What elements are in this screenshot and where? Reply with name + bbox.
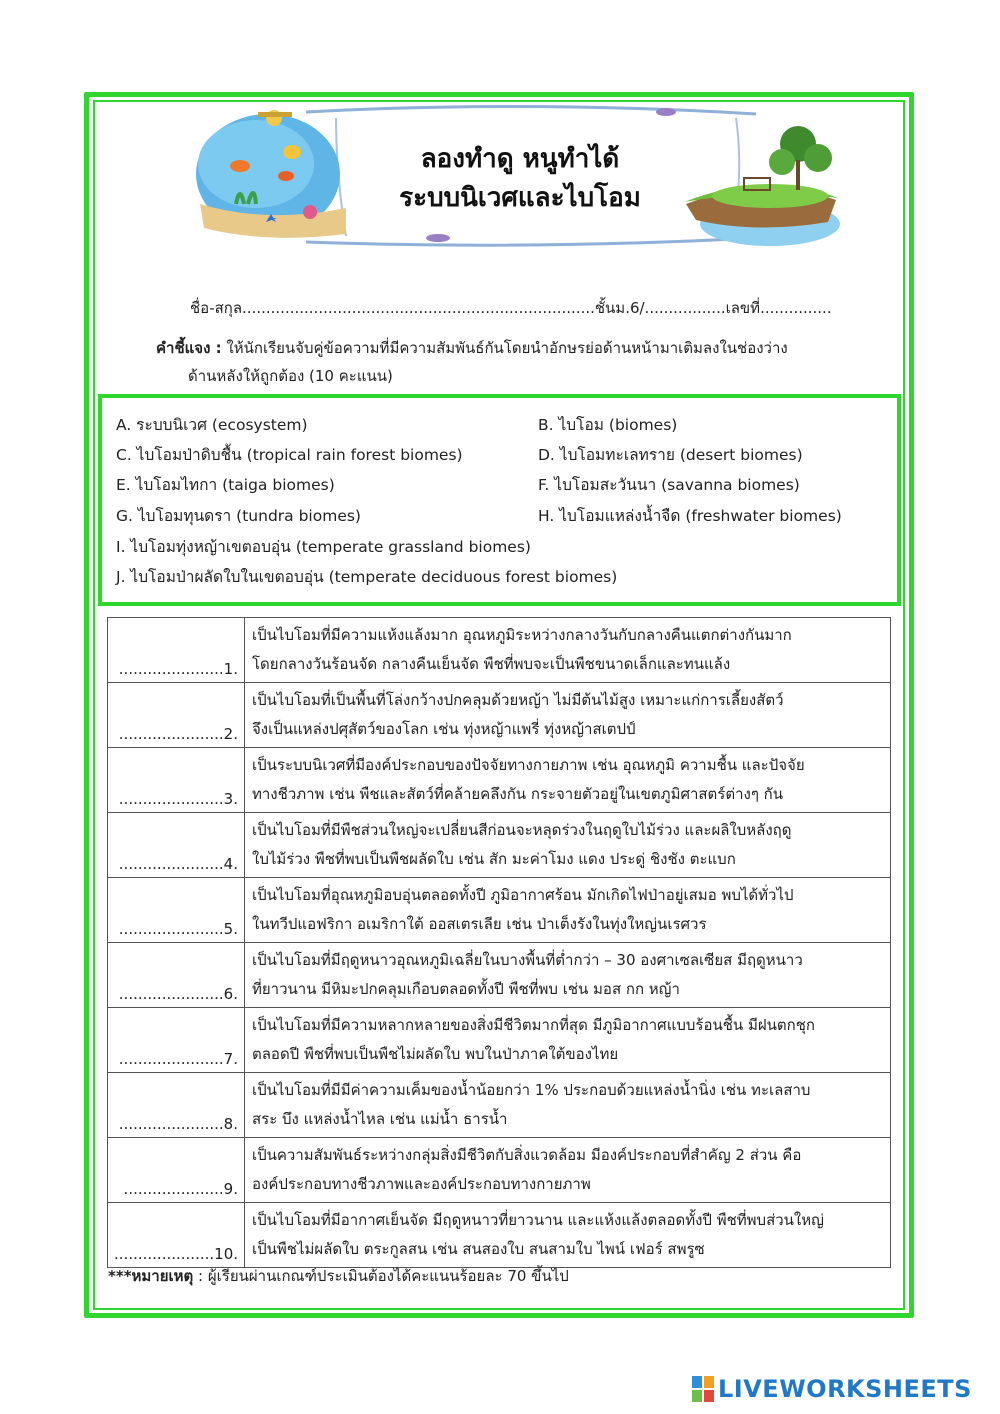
brand-text: LIVEWORKSHEETS [718,1375,972,1403]
question-text-1: เป็นไบโอมที่มีความแห้งแล้งมาก อุณหภูมิระหว่างกลางวันกับกลางคืนแตกต่างกันมาก โดยกลางวันร้อนจัด กลางคืนเย็นจัด พืชที่พบจะเป็นพืชขนาดเล็กและทนแล้ง [245,618,891,683]
choices-box [98,394,901,606]
table-row [108,813,891,878]
instructions-text-1: ให้นักเรียนจับคู่ข้อความที่มีความสัมพันธ์กันโดยนำอักษรย่อด้านหน้ามาเติมลงในช่องว่าง [221,339,788,357]
table-row [108,1073,891,1138]
choice-e: E. ไบโอมไทกา (taiga biomes) [116,476,335,494]
question-text-5: เป็นไบโอมที่อุณหภูมิอบอุ่นตลอดทั้งปี ภูมิอากาศร้อน มักเกิดไฟป่าอยู่เสมอ พบได้ทั่วไป ในทวีปแอฟริกา อเมริกาใต้ ออสเตรเลีย เช่น ป่าเต็งรังในทุ่งใหญ่นเรศวร [245,878,891,943]
answer-blank-7[interactable]: ......................7. [108,1008,245,1073]
question-text-9: เป็นความสัมพันธ์ระหว่างกลุ่มสิ่งมีชีวิตกับสิ่งแวดล้อม มีองค์ประกอบที่สำคัญ 2 ส่วน คือ องค์ประกอบทางชีวภาพและองค์ประกอบทางกายภาพ [245,1138,891,1203]
table-row [108,878,891,943]
title-line-2: ระบบนิเวศและไบโอม [399,183,641,213]
choice-f: F. ไบโอมสะวันนา (savanna biomes) [538,476,800,494]
instructions-label: คำชี้แจง : [156,339,222,357]
table-row [108,943,891,1008]
answer-blank-4[interactable]: ......................4. [108,813,245,878]
title-line-1: ลองทำดู หนูทำได้ [420,144,620,174]
answer-blank-9[interactable]: .....................9. [108,1138,245,1203]
question-text-10: เป็นไบโอมที่มีอากาศเย็นจัด มีฤดูหนาวที่ยาวนาน และแห้งแล้งตลอดทั้งปี พืชที่พบส่วนใหญ่ เป็นพืชไม่ผลัดใบ ตระกูลสน เช่น สนสองใบ สนสามใบ ไพน์ เฟอร์ สพรูซ [245,1203,891,1268]
table-row [108,683,891,748]
table-row [108,618,891,683]
choice-g: G. ไบโอมทุนดรา (tundra biomes) [116,507,361,525]
worksheet-title [330,140,710,218]
question-text-3: เป็นระบบนิเวศที่มีองค์ประกอบของปัจจัยทางกายภาพ เช่น อุณหภูมิ ความชื้น และปัจจัย ทางชีวภาพ เช่น พืชและสัตว์ที่คล้ายคลึงกัน กระจายตัวอยู่ในเขตภูมิศาสตร์ต่างๆ กัน [245,748,891,813]
table-row [108,1008,891,1073]
instructions [156,334,876,390]
choice-i: I. ไบโอมทุ่งหญ้าเขตอบอุ่น (temperate grassland biomes) [116,538,531,556]
footnote-label: ***หมายเหตุ [108,1267,194,1285]
liveworksheets-logo-icon [692,1376,714,1402]
question-text-6: เป็นไบโอมที่มีฤดูหนาวอุณหภูมิเฉลี่ยในบางพื้นที่ต่ำกว่า – 30 องศาเซลเซียส มีฤดูหนาว ที่ยาวนาน มีหิมะปกคลุมเกือบตลอดทั้งปี พืชที่พบ เช่น มอส กก หญ้า [245,943,891,1008]
table-row [108,1138,891,1203]
question-text-4: เป็นไบโอมที่มีพืชส่วนใหญ่จะเปลี่ยนสีก่อนจะหลุดร่วงในฤดูใบไม้ร่วง และผลิใบหลังฤดู ใบไม้ร่วง พืชที่พบเป็นพืชผลัดใบ เช่น สัก มะค่าโมง แดง ประดู่ ชิงชัง ตะแบก [245,813,891,878]
footnote-text: : ผู้เรียนผ่านเกณฑ์ประเมินต้องได้คะแนนร้อยละ 70 ขึ้นไป [193,1267,569,1285]
choice-d: D. ไบโอมทะเลทราย (desert biomes) [538,446,803,464]
student-info-line: ชื่อ-สกุล..........................................................................ชั้นม.6/.................เลขที่............... [190,299,832,317]
questions-table [107,617,891,1268]
choice-h: H. ไบโอมแหล่งน้ำจืด (freshwater biomes) [538,507,842,525]
table-row [108,1203,891,1268]
choice-b: B. ไบโอม (biomes) [538,416,678,434]
brand-watermark [692,1372,972,1406]
ocean-illustration [196,110,346,238]
footnote [108,1264,569,1288]
answer-blank-2[interactable]: ......................2. [108,683,245,748]
answer-blank-3[interactable]: ......................3. [108,748,245,813]
answer-blank-10[interactable]: .....................10. [108,1203,245,1268]
question-text-7: เป็นไบโอมที่มีความหลากหลายของสิ่งมีชีวิตมากที่สุด มีภูมิอากาศแบบร้อนชื้น มีฝนตกชุก ตลอดปี พืชที่พบเป็นพืชไม่ผลัดใบ พบในป่าภาคใต้ของไทย [245,1008,891,1073]
answer-blank-8[interactable]: ......................8. [108,1073,245,1138]
answer-blank-1[interactable]: ......................1. [108,618,245,683]
answer-blank-6[interactable]: ......................6. [108,943,245,1008]
choice-c: C. ไบโอมป่าดิบชื้น (tropical rain forest biomes) [116,446,463,464]
answer-blank-5[interactable]: ......................5. [108,878,245,943]
instructions-text-2: ด้านหลังให้ถูกต้อง (10 คะแนน) [188,367,393,385]
table-row [108,748,891,813]
choice-a: A. ระบบนิเวศ (ecosystem) [116,416,308,434]
choice-j: J. ไบโอมป่าผลัดใบในเขตอบอุ่น (temperate deciduous forest biomes) [116,568,618,586]
question-text-8: เป็นไบโอมที่มีมีค่าความเค็มของน้ำน้อยกว่า 1% ประกอบด้วยแหล่งน้ำนิ่ง เช่น ทะเลสาบ สระ บึง แหล่งน้ำไหล เช่น แม่น้ำ ธารน้ำ [245,1073,891,1138]
question-text-2: เป็นไบโอมที่เป็นพื้นที่โล่งกว้างปกคลุมด้วยหญ้า ไม่มีต้นไม้สูง เหมาะแก่การเลี้ยงสัตว์ จึงเป็นแหล่งปศุสัตว์ของโลก เช่น ทุ่งหญ้าแพรี่ ทุ่งหญ้าสเตปป์ [245,683,891,748]
